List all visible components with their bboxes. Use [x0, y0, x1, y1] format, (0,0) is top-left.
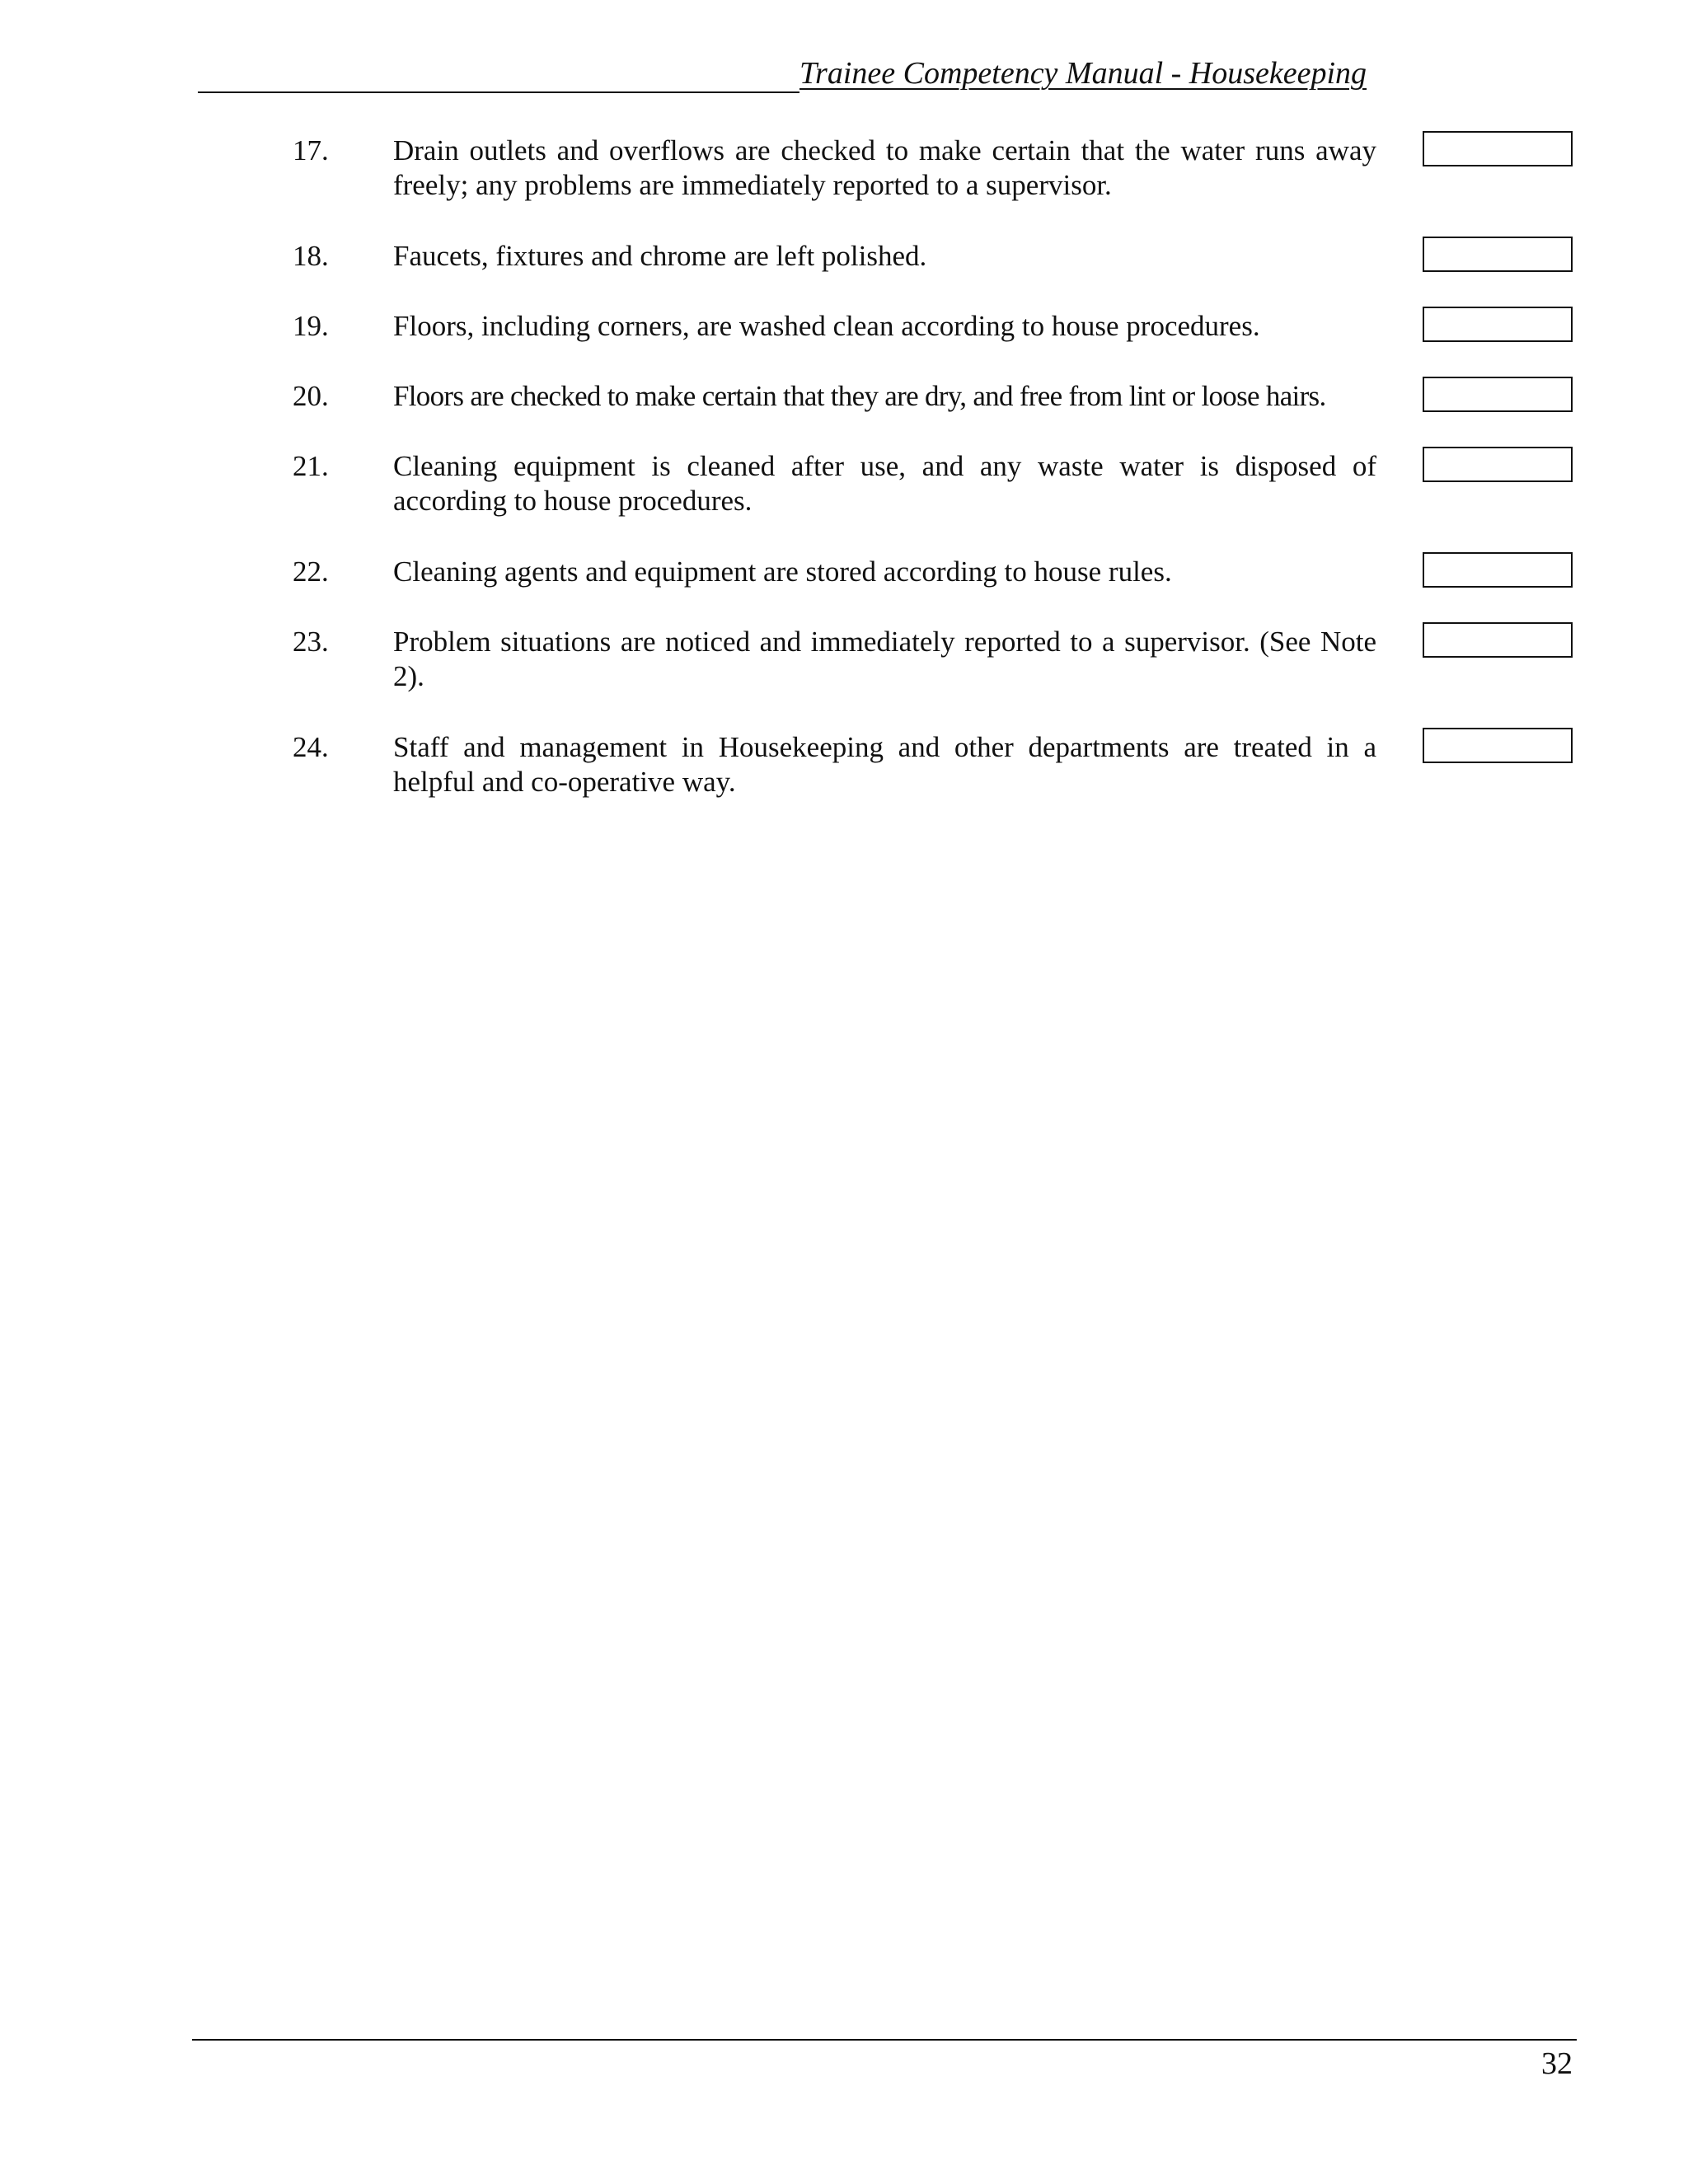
item-number: 18.	[293, 240, 329, 272]
competency-checkbox[interactable]	[1423, 622, 1573, 658]
footer-rule	[192, 2039, 1577, 2041]
page-number: 32	[1541, 2046, 1573, 2081]
item-text: Floors are checked to make certain that they are dry, and free from lint or loose hairs.	[393, 380, 1326, 412]
item-text: Staff and management in Housekeeping and other departments are treated in a helpful and co-operative way.	[393, 731, 1376, 798]
item-number: 17.	[293, 134, 329, 166]
item-number: 21.	[293, 450, 329, 482]
item-text: Drain outlets and overflows are checked to make certain that the water runs away freely; any problems are immediately reported to a supervisor.	[393, 134, 1376, 201]
competency-checkbox[interactable]	[1423, 728, 1573, 763]
competency-checkbox[interactable]	[1423, 447, 1573, 482]
competency-checkbox[interactable]	[1423, 377, 1573, 412]
item-number: 24.	[293, 731, 329, 763]
competency-checkbox[interactable]	[1423, 237, 1573, 272]
item-number: 19.	[293, 310, 329, 342]
item-text: Cleaning equipment is cleaned after use, and any waste water is disposed of according to house procedures.	[393, 450, 1376, 517]
header-rule	[198, 91, 799, 93]
competency-checkbox[interactable]	[1423, 552, 1573, 588]
item-number: 23.	[293, 626, 329, 658]
page-header-title: Trainee Competency Manual - Housekeeping	[799, 56, 1367, 91]
competency-checkbox[interactable]	[1423, 131, 1573, 166]
item-text: Floors, including corners, are washed clean according to house procedures.	[393, 310, 1260, 342]
item-text: Problem situations are noticed and immediately reported to a supervisor. (See Note 2).	[393, 626, 1376, 692]
item-number: 22.	[293, 555, 329, 588]
competency-checkbox[interactable]	[1423, 307, 1573, 342]
item-number: 20.	[293, 380, 329, 412]
item-text: Cleaning agents and equipment are stored according to house rules.	[393, 555, 1172, 588]
item-text: Faucets, fixtures and chrome are left polished.	[393, 240, 927, 272]
